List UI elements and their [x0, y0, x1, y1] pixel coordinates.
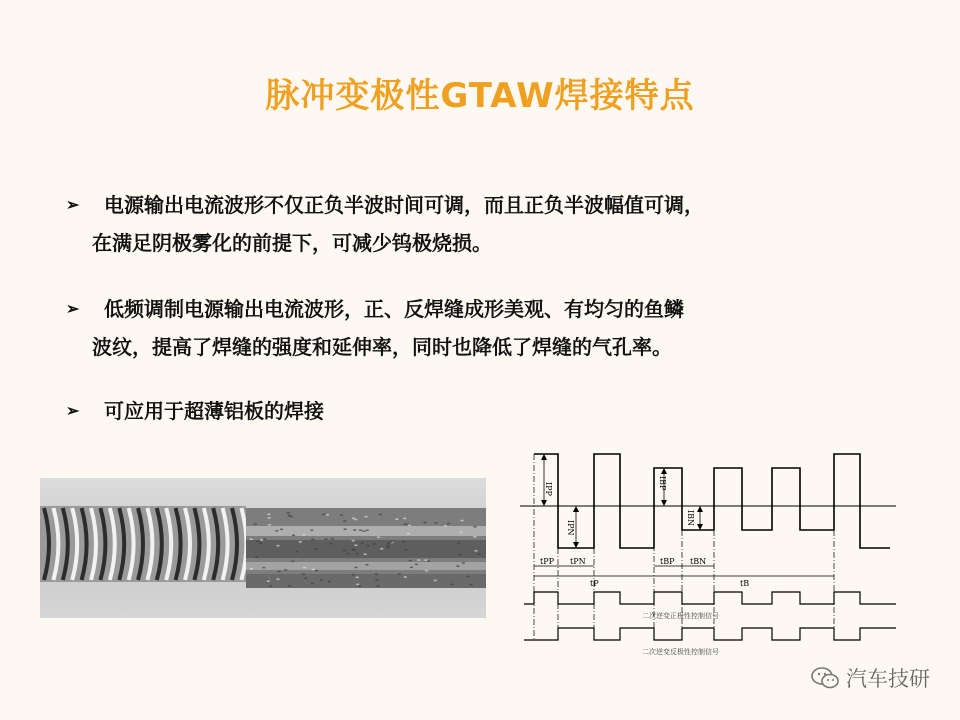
arrow-bullet-icon: ➢	[66, 299, 80, 318]
watermark	[810, 664, 930, 692]
arrow-bullet-icon: ➢	[66, 195, 80, 214]
label-ibn: IBN	[686, 510, 695, 527]
arrow-bullet-icon: ➢	[66, 401, 80, 420]
bullet-item-1	[66, 186, 906, 262]
label-tp: tP	[590, 579, 599, 588]
label-ibp: IBP	[658, 476, 667, 491]
label-tb: tB	[740, 579, 750, 588]
pulse-waveform-diagram	[510, 440, 910, 660]
label-tpp: tPP	[540, 557, 554, 566]
wechat-icon	[810, 665, 840, 691]
label-ipn: IPN	[566, 520, 575, 536]
bullet-text-line: 波纹，提高了焊缝的强度和延伸率，同时也降低了焊缝的气孔率。	[92, 335, 672, 359]
bullet-item-3	[66, 392, 906, 430]
bullet-text-line: 可应用于超薄铝板的焊接	[104, 399, 324, 423]
signal-label-positive: 二次逆变正极性控制信号	[642, 612, 719, 620]
weld-seam-photo	[40, 478, 486, 618]
bullet-text-line: 低频调制电源输出电流波形，正、反焊缝成形美观、有均匀的鱼鳞	[104, 297, 684, 321]
watermark-text: 汽车技研	[846, 667, 930, 691]
signal-label-negative: 二次逆变反极性控制信号	[642, 648, 719, 656]
bullet-item-2	[66, 290, 906, 366]
slide-title: 脉冲变极性GTAW焊接特点	[265, 76, 695, 116]
bullet-text-line: 在满足阴极雾化的前提下，可减少钨极烧损。	[92, 231, 492, 255]
bullet-text-line: 电源输出电流波形不仅正负半波时间可调，而且正负半波幅值可调，	[104, 193, 704, 217]
label-tbp: tBP	[660, 557, 675, 566]
label-tbn: tBN	[690, 557, 707, 566]
label-ipp: IPP	[544, 482, 553, 496]
label-tpn: tPN	[570, 557, 586, 566]
